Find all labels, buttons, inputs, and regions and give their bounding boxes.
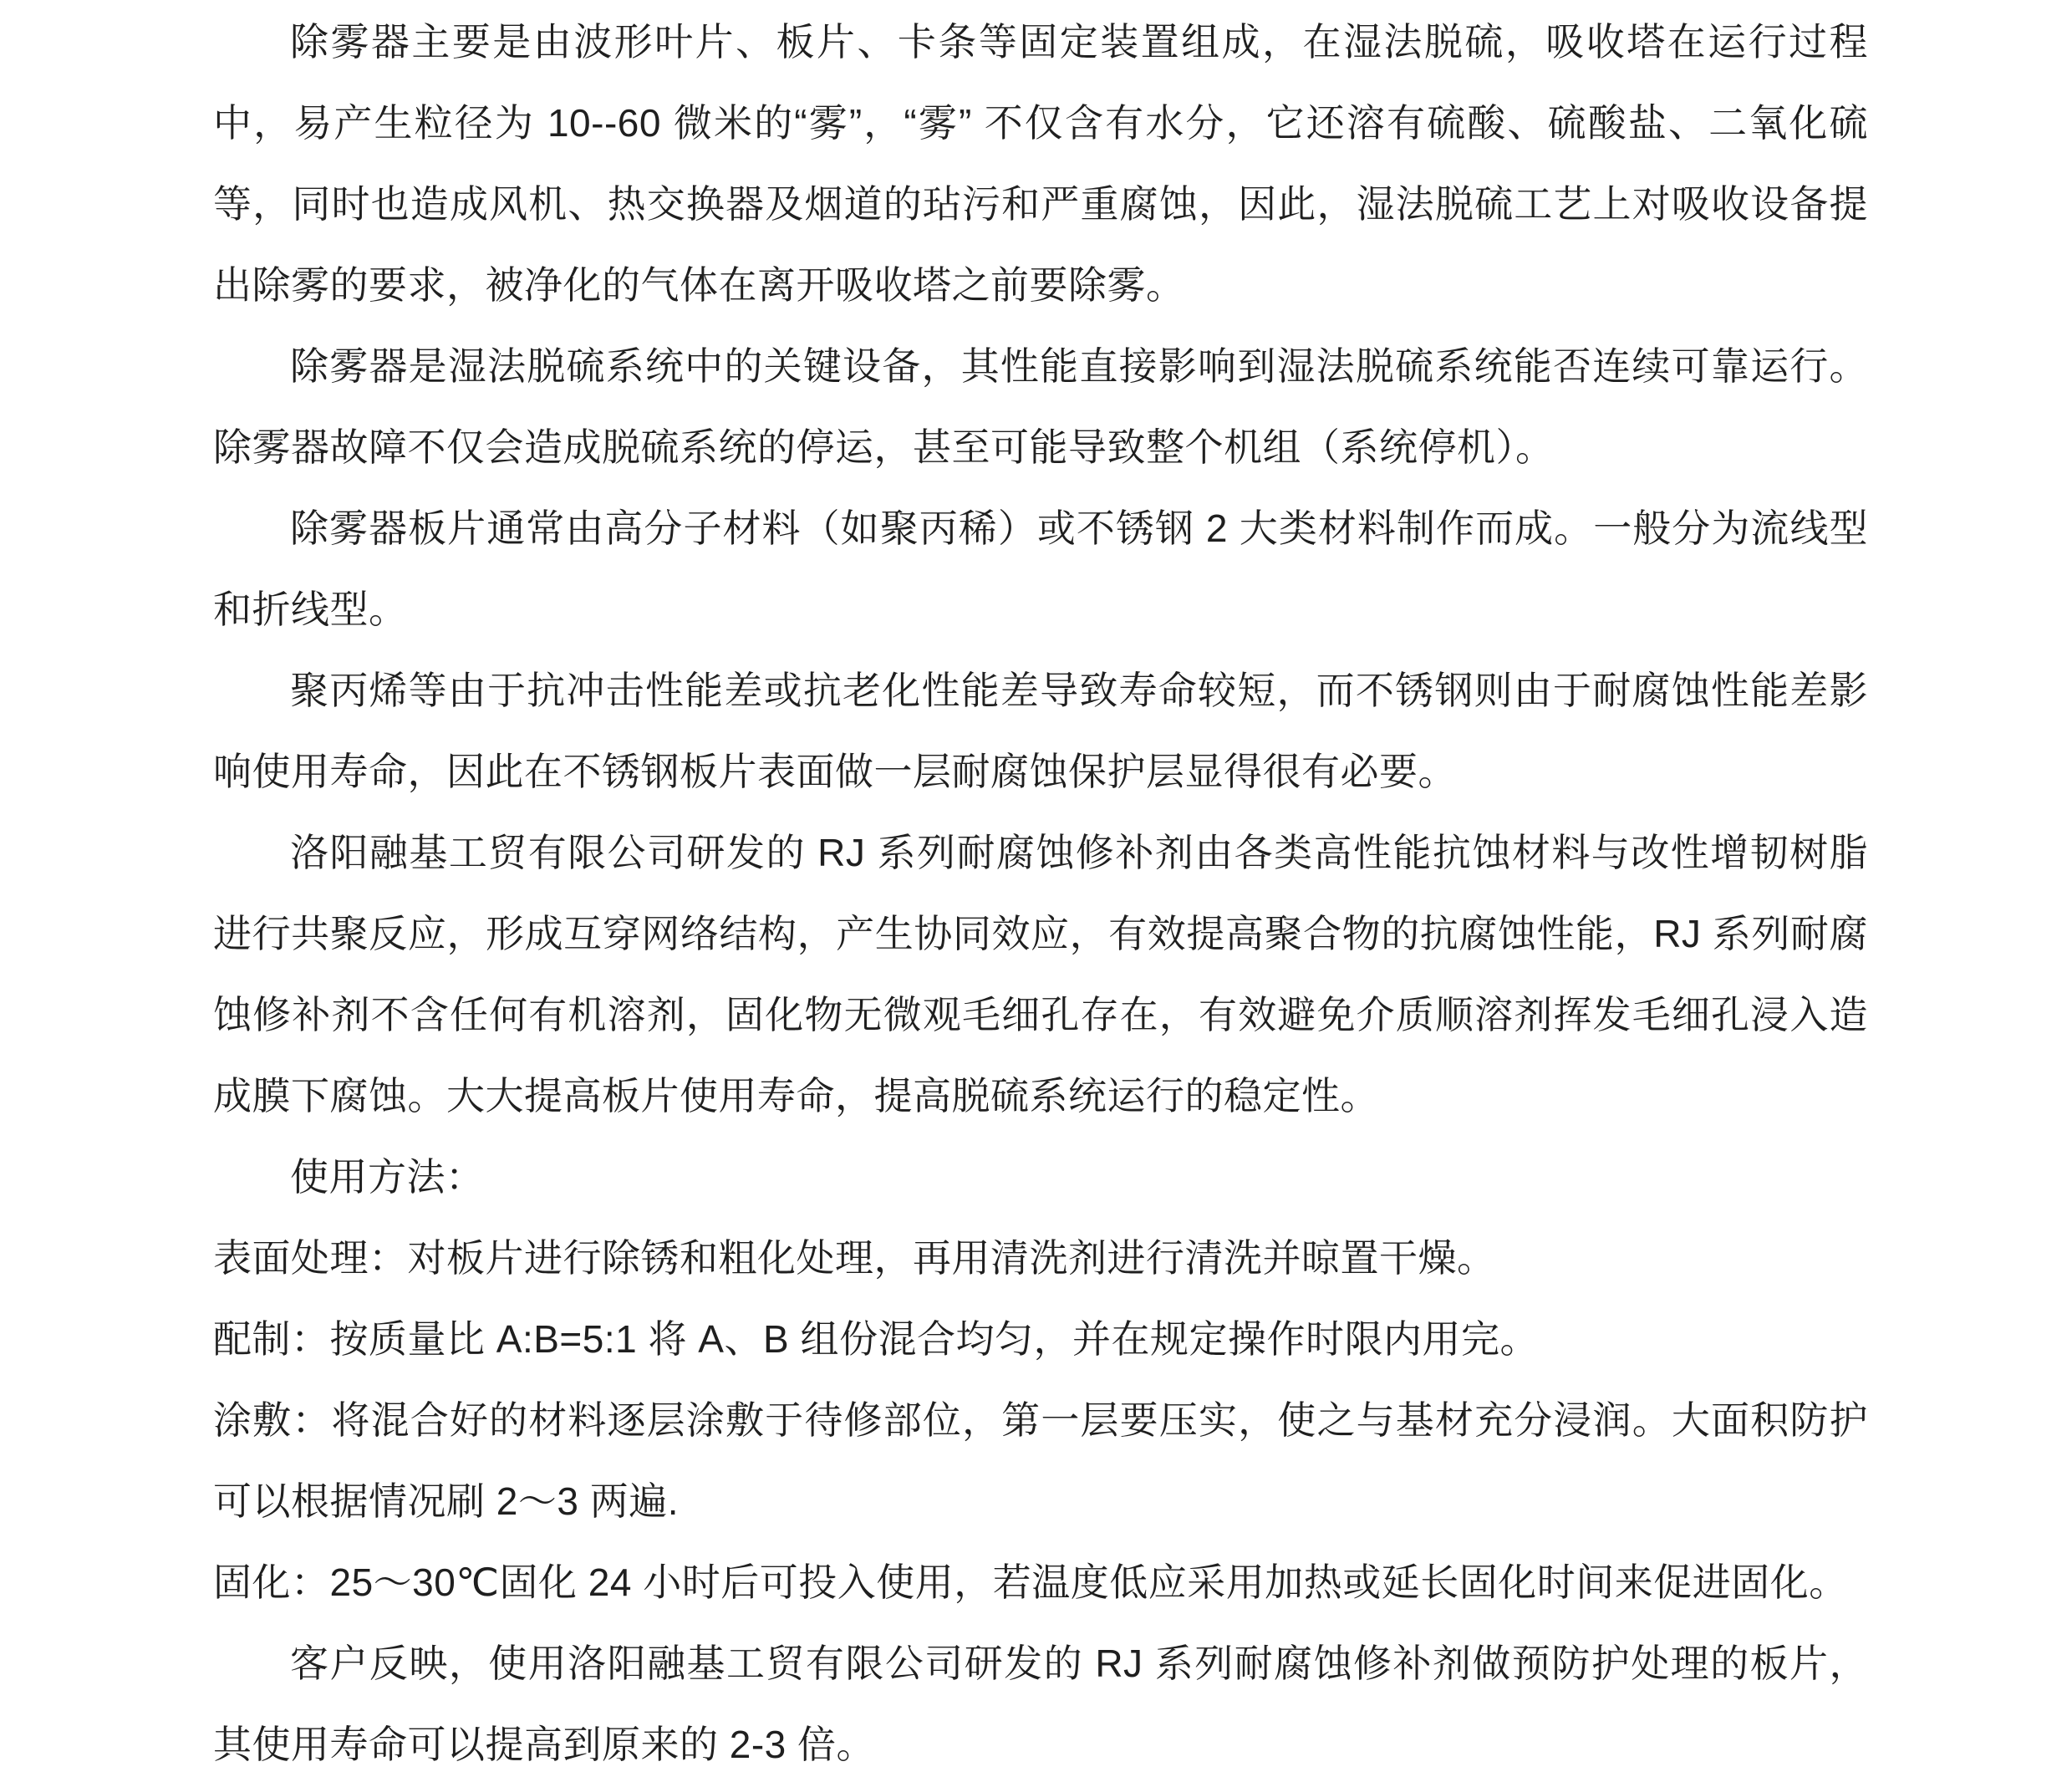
paragraph: 除雾器主要是由波形叶片、板片、卡条等固定装置组成，在湿法脱硫，吸收塔在运行过程中，易产生粒径为 10--60 微米的“雾”，“雾” 不仅含有水分，它还溶有硫酸、硫酸盐、二氧化硫等，同时也造成风机、热交换器及烟道的玷污和严重腐蚀，因此，湿法脱硫工艺上对吸收设备提出除雾的要求，被净化的气体在离开吸收塔之前要除雾。: [213, 20, 1868, 307]
paragraph-application: 涂敷：将混合好的材料逐层涂敷于待修部位，第一层要压实，使之与基材充分浸润。大面积防护可以根据情况刷 2～3 两遍.: [213, 1398, 1868, 1523]
paragraph-usage-heading: 使用方法：: [290, 1155, 485, 1199]
paragraph: 聚丙烯等由于抗冲击性能差或抗老化性能差导致寿命较短，而不锈钢则由于耐腐蚀性能差影响使用寿命，因此在不锈钢板片表面做一层耐腐蚀保护层显得很有必要。: [213, 669, 1868, 793]
paragraph-surface-treatment: 表面处理：对板片进行除锈和粗化处理，再用清洗剂进行清洗并晾置干燥。: [213, 1236, 1496, 1280]
paragraph-curing: 固化：25～30℃固化 24 小时后可投入使用，若温度低应采用加热或延长固化时间来促进固化。: [213, 1561, 1848, 1604]
paragraph-customer-feedback: 客户反映，使用洛阳融基工贸有限公司研发的 RJ 系列耐腐蚀修补剂做预防护处理的板片，其使用寿命可以提高到原来的 2-3 倍。: [213, 1642, 1868, 1766]
paragraph: 除雾器是湿法脱硫系统中的关键设备，其性能直接影响到湿法脱硫系统能否连续可靠运行。除雾器故障不仅会造成脱硫系统的停运，甚至可能导致整个机组（系统停机）。: [213, 344, 1868, 469]
paragraph-mixing: 配制：按质量比 A:B=5:1 将 A、B 组份混合均匀，并在规定操作时限内用完。: [213, 1317, 1539, 1361]
paragraph: 除雾器板片通常由高分子材料（如聚丙稀）或不锈钢 2 大类材料制作而成。一般分为流线型和折线型。: [213, 507, 1868, 631]
paragraph: 洛阳融基工贸有限公司研发的 RJ 系列耐腐蚀修补剂由各类高性能抗蚀材料与改性增韧树脂进行共聚反应，形成互穿网络结构，产生协同效应，有效提高聚合物的抗腐蚀性能，RJ 系列耐腐蚀修补剂不含任何有机溶剂，固化物无微观毛细孔存在，有效避免介质顺溶剂挥发毛细孔浸入造成膜下腐蚀。大大提高板片使用寿命，提高脱硫系统运行的稳定性。: [213, 831, 1868, 1118]
